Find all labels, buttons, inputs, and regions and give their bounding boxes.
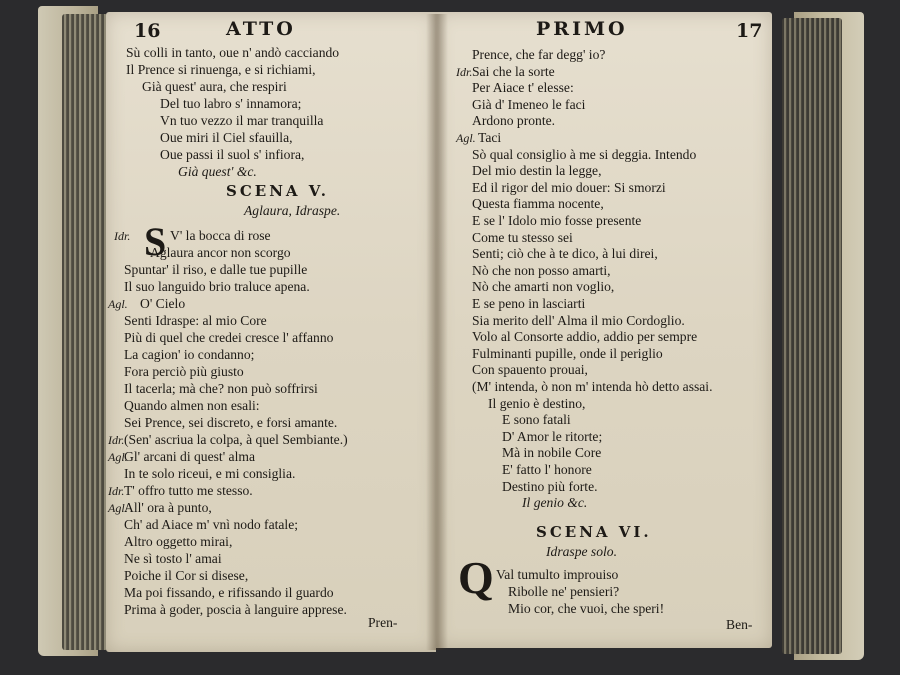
text-line: Ribolle ne' pensieri? — [508, 584, 620, 599]
text-line: T' offro tutto me stesso. — [124, 483, 253, 498]
catchword: Ben- — [726, 617, 753, 632]
text-line: Già quest' aura, che respiri — [142, 79, 287, 94]
text-line: Nò che amarti non voglio, — [472, 279, 615, 295]
scene-characters: Aglaura, Idraspe. — [244, 203, 341, 218]
text-line: Mio cor, che vuoi, che speri! — [508, 601, 665, 616]
text-line: Sù colli in tanto, oue n' andò cacciando — [126, 45, 340, 60]
text-line: Ma poi fissando, e rifissando il guardo — [124, 585, 334, 600]
text-line: Quando almen non esali: — [124, 398, 260, 413]
text-line: Il genio &c. — [522, 495, 588, 511]
text-line: Volo al Consorte addio, addio per sempre — [472, 329, 698, 345]
text-line: E se l' Idolo mio fosse presente — [472, 213, 642, 228]
text-line: Per Aiace t' elesse: — [472, 80, 574, 96]
text-line: Sò qual consiglio à me si deggia. Intendo — [472, 146, 697, 162]
open-book — [38, 6, 864, 662]
drop-cap: S — [144, 219, 167, 264]
catchword: Pren- — [368, 615, 398, 630]
text-line: In te solo riceui, e mi consiglia. — [124, 466, 296, 481]
text-line: Questa fiamma nocente, — [472, 196, 604, 212]
text-line: E sono fatali — [502, 412, 571, 428]
text-line: Spuntar' il riso, e dalle tue pupille — [124, 262, 308, 277]
text-line: Oue miri il Ciel sfauilla, — [160, 130, 293, 145]
text-line: Senti; ciò che à te dico, à lui direi, — [472, 246, 658, 262]
text-line: D' Amor le ritorte; — [502, 428, 603, 444]
text-line: Ne sì tosto l' amai — [124, 551, 222, 566]
text-line: Sei Prence, sei discreto, e forsi amante. — [124, 415, 338, 430]
text-line: Senti Idraspe: al mio Core — [124, 313, 267, 328]
page-number: 17 — [736, 20, 763, 42]
speaker-label: Agl. — [108, 297, 128, 311]
text-line: Con spauento prouai, — [472, 362, 588, 378]
speaker-label: Agl. — [456, 131, 476, 145]
speaker-label: Idr. — [108, 484, 125, 498]
speaker-label: Agl. — [108, 501, 128, 515]
text-line: Destino più forte. — [502, 478, 598, 494]
speaker-label: Idr. — [456, 64, 473, 79]
text-line: Aglaura ancor non scorgo — [150, 245, 291, 260]
scene-title: SCENA VI. — [536, 523, 652, 541]
text-line: (Sen' ascriua la colpa, à quel Sembiante.) — [124, 432, 348, 447]
text-line: Altro oggetto mirai, — [124, 534, 233, 549]
text-line: Nò che non posso amarti, — [472, 262, 611, 278]
text-line: Prima à goder, poscia à languire apprese. — [124, 602, 347, 617]
text-line: Ardono pronte. — [472, 113, 556, 129]
text-line: Taci — [478, 130, 502, 145]
text-line: All' ora à punto, — [124, 500, 212, 515]
text-line: Oue passi il suol s' infiora, — [160, 147, 305, 162]
text-line: Vn tuo vezzo il mar tranquilla — [160, 113, 324, 128]
text-line: Il Prence si rinuenga, e si richiami, — [126, 62, 316, 77]
text-line: Gl' arcani di quest' alma — [124, 449, 255, 464]
text-line: E se peno in lasciarti — [472, 296, 586, 311]
text-line: Ed il rigor del mio douer: Si smorzi — [472, 179, 666, 195]
text-line: Il genio è destino, — [488, 395, 586, 411]
text-line: Già d' Imeneo le faci — [472, 96, 586, 112]
left-page — [106, 12, 436, 652]
text-line: Il suo languido brio traluce apena. — [124, 279, 310, 294]
text-line: Fulminanti pupille, onde il periglio — [472, 345, 663, 361]
text-line: La cagion' io condanno; — [124, 347, 255, 362]
speaker-label: Agl. — [108, 450, 128, 464]
text-line: O' Cielo — [140, 296, 186, 311]
running-head: PRIMO — [536, 18, 628, 40]
text-line: Poiche il Cor si disese, — [124, 568, 249, 583]
text-line: Del tuo labro s' innamora; — [160, 96, 302, 111]
text-line: Come tu stesso sei — [472, 229, 573, 245]
scene-characters: Idraspe solo. — [546, 544, 617, 559]
page-number: 16 — [134, 20, 161, 42]
text-line: Il tacerla; mà che? non può soffrirsi — [124, 381, 318, 396]
text-line: Sai che la sorte — [472, 63, 555, 79]
text-line: Più di quel che credei cresce l' affanno — [124, 330, 334, 345]
text-line: Sia merito dell' Alma il mio Cordoglio. — [472, 312, 685, 328]
text-line: V' la bocca di rose — [170, 228, 271, 243]
speaker-label: Idr. — [114, 229, 131, 243]
text-line: Mà in nobile Core — [502, 445, 602, 461]
scene-title: SCENA V. — [226, 182, 330, 200]
text-line: E' fatto l' honore — [502, 462, 592, 477]
text-line: Val tumulto improuiso — [496, 567, 619, 582]
text-line: Fora perciò più giusto — [124, 364, 244, 379]
right-page-edges — [782, 18, 842, 654]
running-head: ATTO — [226, 18, 296, 40]
speaker-label: Idr. — [108, 433, 125, 447]
text-line: Prence, che far degg' io? — [472, 47, 606, 62]
text-line: Del mio destin la legge, — [472, 163, 602, 179]
text-line: Ch' ad Aiace m' vnì nodo fatale; — [124, 517, 299, 532]
right-page — [436, 12, 772, 648]
drop-cap: Q — [458, 552, 494, 603]
text-line: Già quest' &c. — [178, 164, 257, 179]
left-page-edges — [62, 14, 108, 650]
text-line: (M' intenda, ò non m' intenda hò detto assai. — [472, 379, 713, 394]
